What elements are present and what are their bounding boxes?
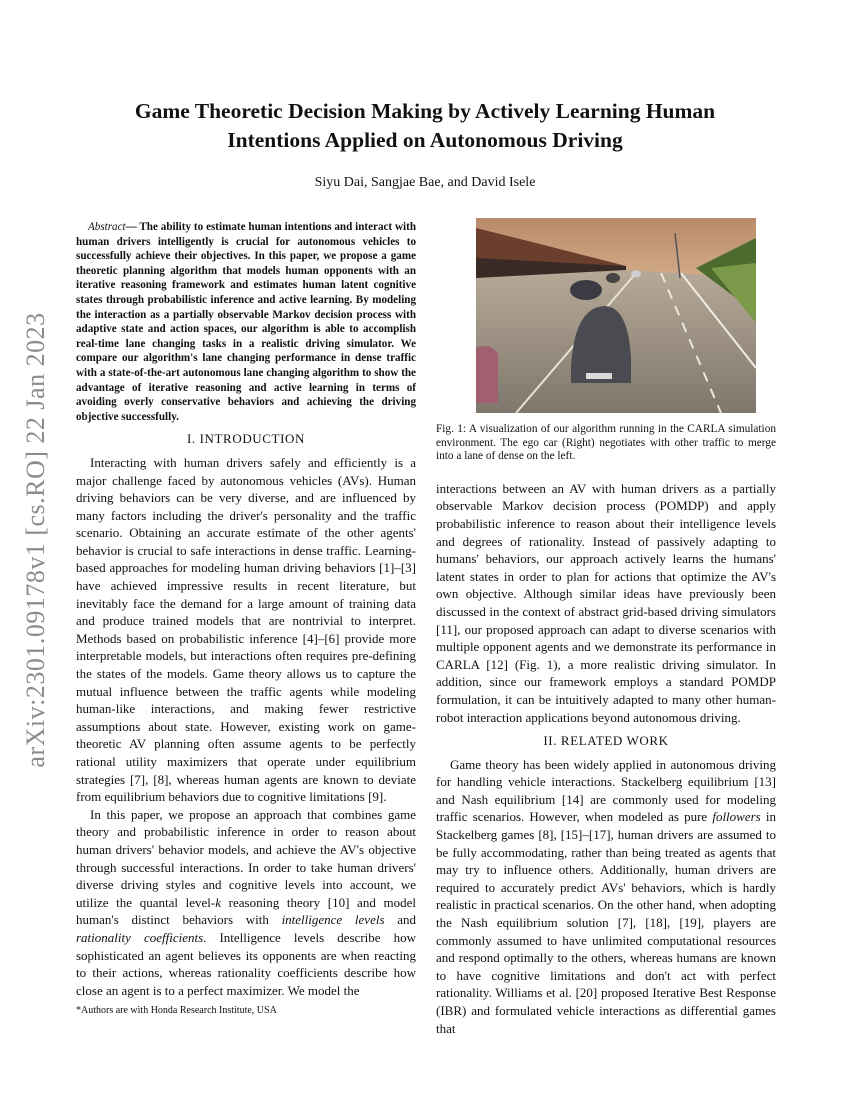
carla-simulation-figure — [476, 218, 756, 413]
traffic-car-2 — [606, 273, 620, 283]
intro-p2-em-rationality: rationality coefficients — [76, 929, 204, 945]
right-column — [436, 218, 776, 1037]
section-heading-introduction: I. INTRODUCTION — [186, 431, 306, 447]
abstract-text: — The ability to estimate human intentions and interact with human drivers intelligently is crucial for autonomous vehicles to successfully achieve their objectives. In this paper, we propose a game theoretic planning algorithm that models human opponents with an iterative reasoning framework and estimates human latent cognitive states through probabilistic inference and active learning. By modeling the interaction as a partially observable Markov decision process with adaptive state and action spaces, our algorithm is able to accomplish real-time lane changing tasks in a realistic driving simulator. We compare our algorithm's lane changing performance in dense traffic with a state-of-the-art autonomous lane changing algorithm to show the advantage of iterative reasoning and active learning in terms of avoiding overly conservative behaviors and achieving the driving objective successfully. — [76, 221, 416, 423]
figure-caption: Fig. 1: A visualization of our algorithm running in the CARLA simulation environment. The ego car (Right) negotiates with other traffic to merge into a lane of dense on the left. — [436, 423, 776, 463]
arxiv-id-text: arXiv:2301.09178v1 [cs.RO] 22 Jan 2023 — [21, 312, 50, 768]
footnote: *Authors are with Honda Research Institute, USA — [76, 1005, 277, 1016]
intro-p2-k: k — [215, 894, 221, 910]
ego-car-plate — [586, 373, 612, 379]
abstract — [76, 220, 416, 424]
related-part-b: in Stackelberg games [8], [15]–[17], human drivers are assumed to be fully accommodating, rather than being treated as agents that may try to influence others. Additionally, human drivers are required to accurately predict AVs' behaviors, which is hardly realistic in practical scenarios. On the other hand, when adopting the Nash equilibrium solution [7], [18], [19], players are commonly assumed to have unlimited computational resources and respond optimally to the others, whereas humans are known to have cognitive limitations and don't act with perfect rationality. Williams et al. [20] proposed Iterative Best Response (IBR) and formulated vehicle interactions as differential games that — [436, 809, 776, 1036]
author-list: Siyu Dai, Sangjae Bae, and David Isele — [314, 175, 536, 190]
related-part-a: Game theory has been widely applied in autonomous driving for handling vehicle interactions. Stackelberg equilibrium [13] and Nash equilibrium [14] are commonly used for modeling traffic scenarios. However, when modeled as pure — [436, 756, 776, 825]
title-line-2: Intentions Applied on Autonomous Driving — [227, 128, 623, 152]
traffic-car-3 — [631, 271, 641, 278]
intro-paragraph-2 — [76, 806, 416, 1000]
abstract-label: Abstract — [88, 221, 126, 233]
related-work-paragraph — [436, 756, 776, 1038]
left-side-car — [476, 346, 498, 403]
section-heading-related-work: II. RELATED WORK — [543, 733, 669, 749]
intro-continuation-paragraph: interactions between an AV with human drivers as a partially observable Markov decision process (POMDP) and apply probabilistic inference to reason about their intelligence levels and degrees of rationality. Instead of passively adapting to humans' behaviors, our approach actively learns the humans' latent states in order to plan for actions that optimize the AV's own objective. Although similar ideas have previously been discussed in the context of abstract grid-based driving simulators [11], our proposed approach can adapt to diverse scenarios with multiple opponent agents and we demonstrate its performance in CARLA [12] (Fig. 1), a more realistic driving simulator. In addition, since our framework employs a standard POMDP formulation, it can be intuitively adapted to many other human-robot interaction applications beyond autonomous driving. — [436, 480, 776, 725]
left-column — [76, 220, 416, 999]
intro-p2-part-c: and — [384, 912, 416, 928]
intro-paragraph-1: Interacting with human drivers safely and efficiently is a major challenge faced by autonomous vehicles (AVs). Human driving behaviors can be very diverse, and are influenced by many factors including the driver's personality and the traffic scenario. Obtaining an accurate estimate of the other agents' behavior is crucial to safe interactions in dense traffic. Learning-based approaches for modeling human driving behaviors [1]–[3] have achieved impressive results in recent literature, but inevitably face the demand for a large amount of training data and produce trained models that are nontrivial to interpret. Methods based on probabilistic inference [4]–[6] provide more interpretable models, but interactions often requires pre-defining the states of the models. Game theory allows us to capture the mutual influence between the traffic agents while modeling human-like interactions, and making fewer restrictive assumptions about state. However, existing work on game-theoretic AV planning often assume agents to be perfectly rational utility maximizers that operate under equilibrium strategies [7], [8], whereas human agents are known to deviate from equilibrium behaviors due to cognitive limitations [9]. — [76, 454, 416, 805]
paper-title — [85, 97, 765, 155]
intro-p2-part-a: In this paper, we propose an approach that combines game theory and probabilistic inference in order to reason about human drivers' behavior models, and achieve the AV's objective through successful interactions. In order to take human drivers' diverse driving styles and cognitive levels into account, we utilize the quantal level- — [76, 806, 416, 910]
traffic-car-1 — [570, 280, 602, 300]
related-em-followers: followers — [712, 809, 761, 825]
intro-p2-part-d: . Intelligence levels describe how sophisticated an agent believes its opponents are when reacting to their actions, whereas rationality coefficients describe how close an agent is to a perfect maximizer. We model the — [76, 929, 416, 998]
arxiv-side-identifier — [8, 300, 64, 780]
carla-scene-image — [476, 218, 756, 413]
intro-p2-em-intelligence: intelligence levels — [281, 912, 385, 928]
title-line-1: Game Theoretic Decision Making by Actively Learning Human — [134, 99, 716, 123]
intro-p2-part-b: reasoning theory [10] and model human's distinct behaviors with — [76, 894, 416, 928]
